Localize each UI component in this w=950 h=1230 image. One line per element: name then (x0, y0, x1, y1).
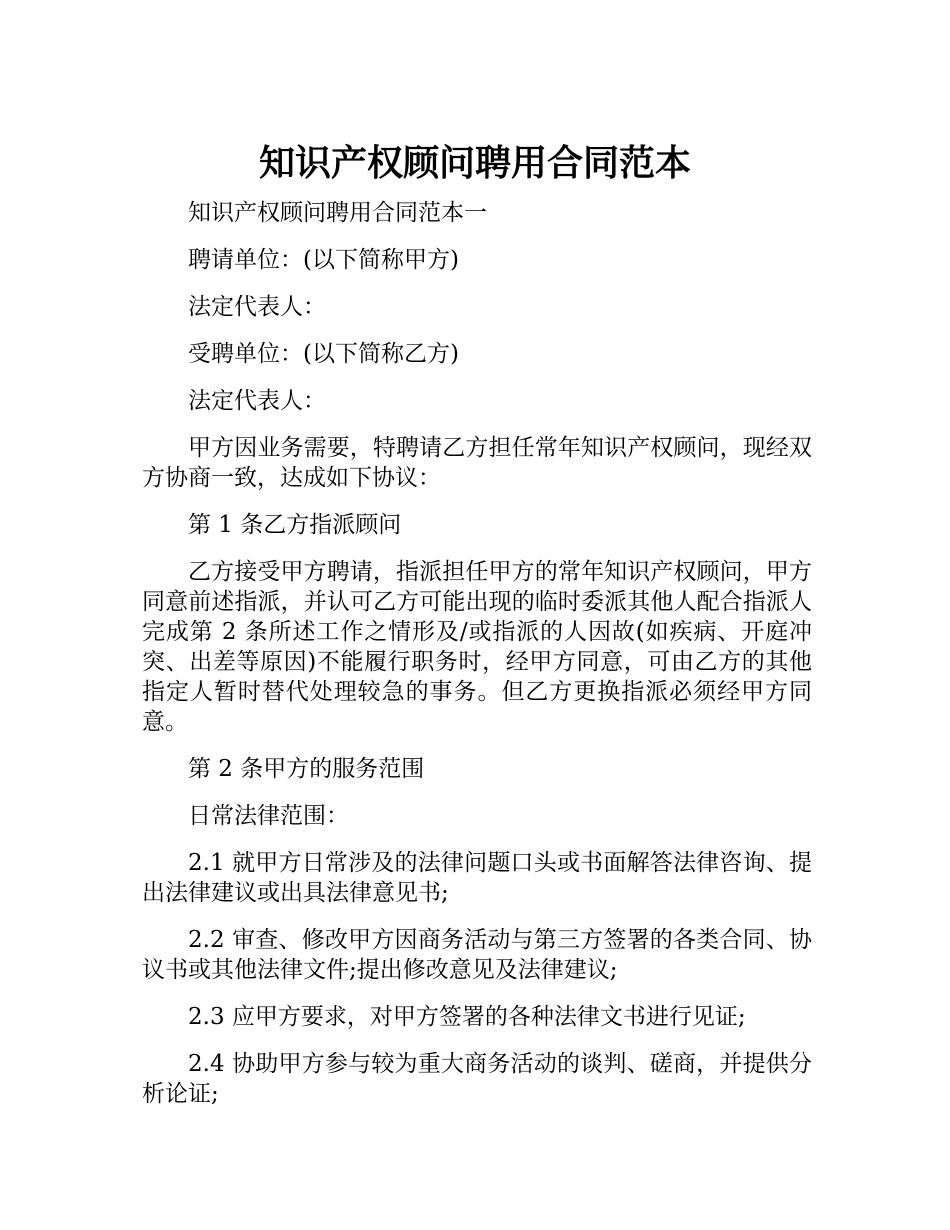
clause-2-1: 2.1 就甲方日常涉及的法律问题口头或书面解答法律咨询、提出法律建议或出具法律意见书; (142, 850, 812, 906)
article-1-body: 乙方接受甲方聘请，指派担任甲方的常年知识产权顾问，甲方同意前述指派，并认可乙方可能出现的临时委派其他人配合指派人完成第 2 条所述工作之情形及/或指派的人因故(如疾病、开庭冲突、出差等原因)不能履行职务时，经甲方同意，可由乙方的其他指定人暂时替代处理较急的事务。但乙方更换指派必须经甲方同意。 (142, 559, 812, 735)
document-body (142, 198, 812, 1126)
clause-2-3: 2.3 应甲方要求，对甲方签署的各种法律文书进行见证; (188, 1004, 746, 1030)
paragraph-employee: 受聘单位：(以下简称乙方) (188, 341, 459, 367)
paragraph-employer-representative: 法定代表人： (188, 294, 326, 320)
article-2-subheading: 日常法律范围： (188, 803, 349, 829)
article-1-heading: 第 1 条乙方指派顾问 (188, 512, 402, 538)
paragraph-agreement-intro: 甲方因业务需要，特聘请乙方担任常年知识产权顾问，现经双方协商一致，达成如下协议： (142, 435, 812, 491)
article-2-heading: 第 2 条甲方的服务范围 (188, 756, 425, 782)
paragraph-employer: 聘请单位：(以下简称甲方) (188, 247, 459, 273)
document-title: 知识产权顾问聘用合同范本 (258, 143, 691, 185)
paragraph-employee-representative: 法定代表人： (188, 388, 326, 414)
clause-2-2: 2.2 审查、修改甲方因商务活动与第三方签署的各类合同、协议书或其他法律文件;提出修改意见及法律建议; (142, 927, 812, 983)
clause-2-4: 2.4 协助甲方参与较为重大商务活动的谈判、磋商，并提供分析论证; (142, 1051, 812, 1107)
paragraph-heading-contract-one: 知识产权顾问聘用合同范本一 (188, 200, 487, 226)
